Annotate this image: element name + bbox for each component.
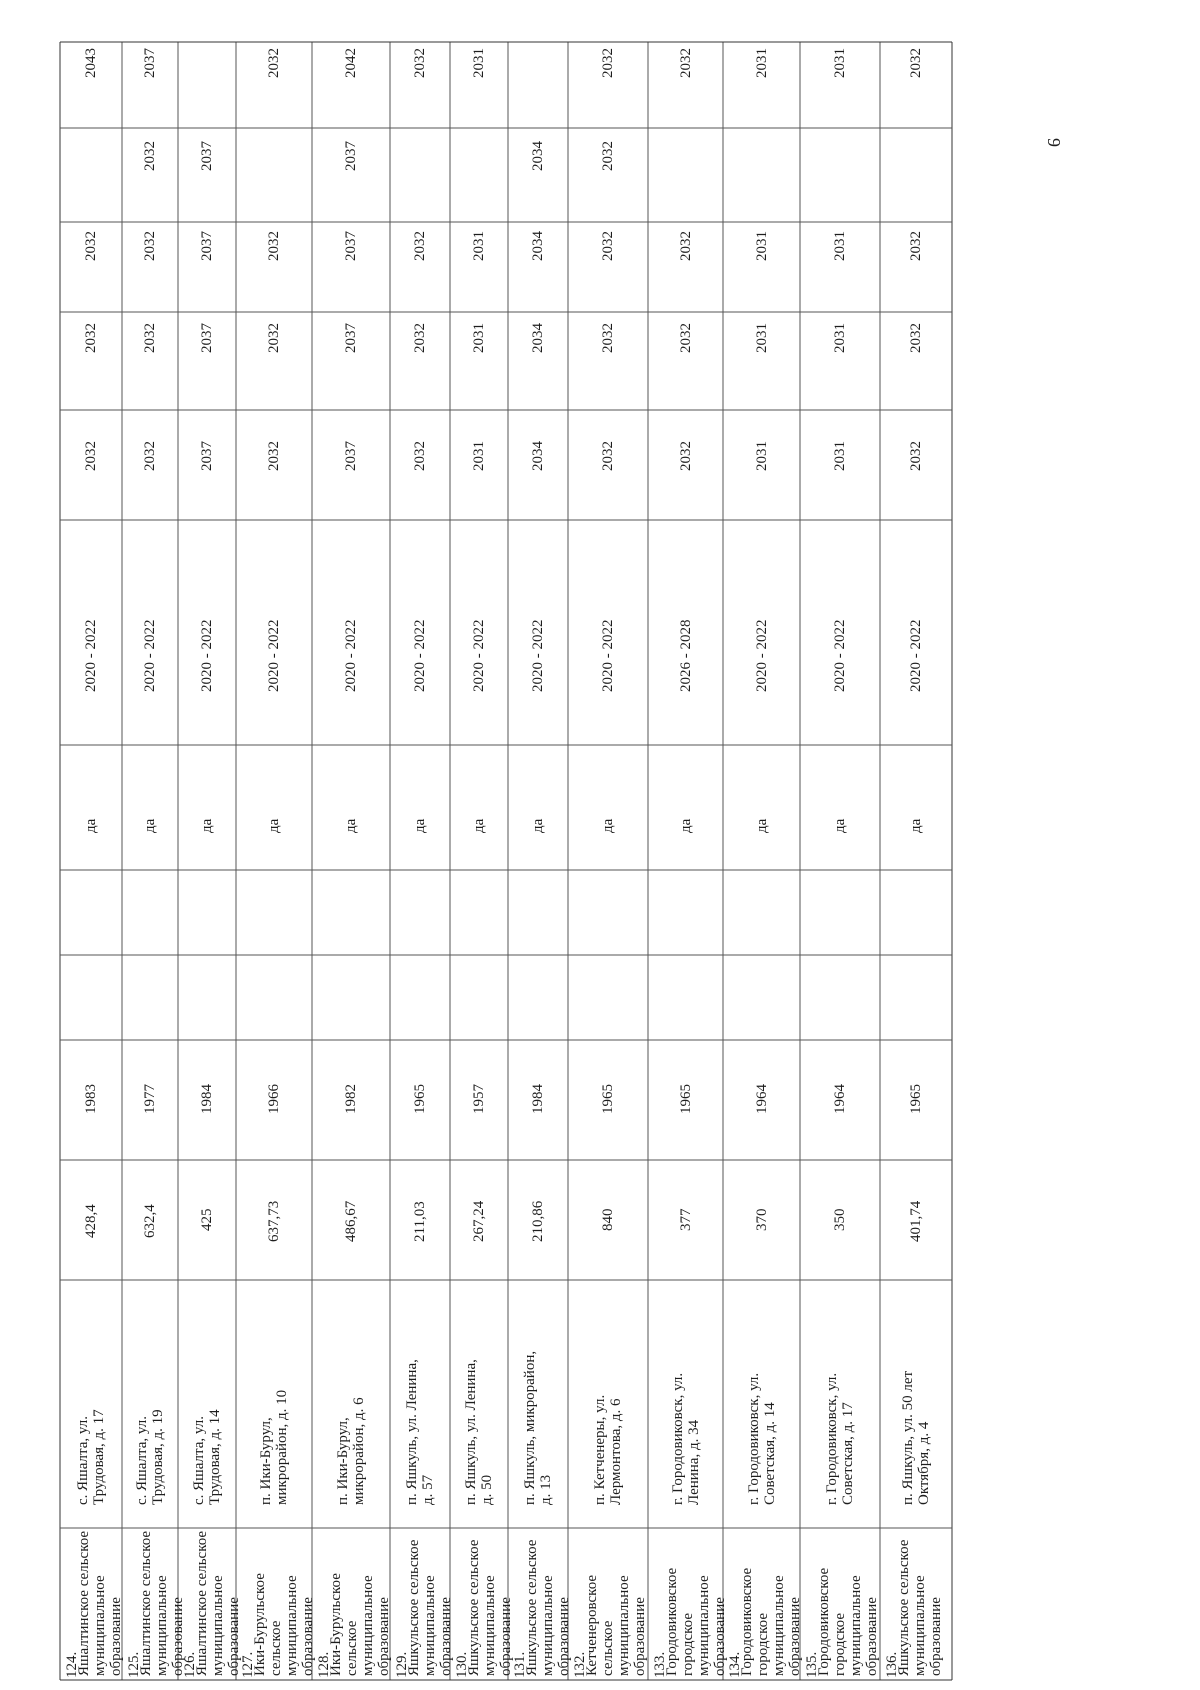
- cell-municipality-line: образование: [226, 1597, 242, 1676]
- cell-y5-line: 2032: [677, 48, 694, 79]
- cell-y3-line: 2032: [142, 231, 158, 262]
- row-number: 136.: [884, 1651, 900, 1678]
- cell-address-line: п. Ики-Бурул,: [335, 1417, 351, 1505]
- cell-y5-line: 2032: [600, 48, 616, 79]
- cell-y2-line: 2031: [753, 323, 770, 354]
- cell-flag-line: да: [412, 818, 428, 834]
- cell-municipality-line: муниципальное: [540, 1575, 556, 1676]
- cell-area-line: 840: [600, 1208, 616, 1231]
- cell-y5-line: 2042: [343, 48, 359, 79]
- cell-year-line: 1965: [600, 1084, 616, 1115]
- cell-y2-line: 2037: [199, 323, 215, 354]
- cell-y2-line: 2034: [530, 323, 546, 354]
- cell-address-line: д. 50: [479, 1474, 495, 1505]
- cell-flag-line: да: [677, 818, 694, 834]
- cell-y1-line: 2037: [343, 441, 359, 472]
- cell-municipality-line: Городовиковское: [739, 1567, 755, 1676]
- cell-municipality-line: образование: [438, 1597, 454, 1676]
- cell-year-line: 1977: [142, 1084, 158, 1115]
- cell-y5-line: 2037: [142, 48, 158, 79]
- cell-y2-line: 2032: [412, 323, 428, 354]
- cell-year-line: 1966: [266, 1084, 282, 1115]
- cell-y4-line: 2032: [600, 141, 616, 172]
- cell-area-line: 210,86: [530, 1200, 546, 1242]
- cell-y5-line: 2031: [832, 48, 848, 79]
- cell-y2-line: 2032: [677, 323, 694, 354]
- cell-flag-line: да: [83, 818, 99, 834]
- cell-y2-line: 2032: [83, 323, 99, 354]
- cell-y5-line: 2043: [83, 48, 99, 79]
- cell-year-line: 1983: [83, 1084, 99, 1115]
- cell-y4-line: 2032: [142, 141, 158, 172]
- cell-municipality-line: муниципальное: [360, 1575, 376, 1676]
- cell-y1-line: 2032: [266, 441, 282, 472]
- cell-period-line: 2020 - 2022: [908, 619, 924, 692]
- cell-y3-line: 2032: [677, 231, 694, 262]
- cell-address-line: Ленина, д. 34: [685, 1419, 702, 1505]
- cell-y2-line: 2037: [343, 323, 359, 354]
- cell-year-line: 1965: [677, 1084, 694, 1115]
- cell-y1-line: 2032: [908, 441, 924, 472]
- cell-address-line: с. Яшалта, ул.: [75, 1416, 91, 1505]
- cell-period-line: 2020 - 2022: [600, 619, 616, 692]
- cell-flag-line: да: [753, 818, 770, 834]
- cell-area-line: 428,4: [83, 1204, 99, 1238]
- cell-municipality-line: образование: [928, 1597, 944, 1676]
- cell-y3-line: 2034: [530, 231, 546, 262]
- cell-y4-line: 2037: [343, 141, 359, 172]
- cell-area-line: 370: [753, 1208, 770, 1231]
- cell-address-line: Советская, д. 17: [840, 1402, 856, 1505]
- cell-address-line: микрорайон, д. 10: [274, 1389, 290, 1505]
- cell-area-line: 401,74: [908, 1200, 924, 1242]
- cell-period-line: 2020 - 2022: [142, 619, 158, 692]
- row-number: 124.: [64, 1651, 80, 1678]
- cell-flag-line: да: [530, 818, 546, 834]
- row-number: 126.: [182, 1651, 198, 1678]
- cell-municipality-line: муниципальное: [154, 1575, 170, 1676]
- row-number: 134.: [727, 1651, 743, 1678]
- cell-period-line: 2020 - 2022: [266, 619, 282, 692]
- cell-municipality-line: муниципальное: [284, 1575, 300, 1676]
- cell-y5-line: 2031: [753, 48, 770, 79]
- cell-municipality-line: образование: [712, 1597, 728, 1676]
- cell-y3-line: 2032: [83, 231, 99, 262]
- cell-municipality-line: муниципальное: [482, 1575, 498, 1676]
- cell-municipality-line: Яшалтинское сельское: [194, 1530, 210, 1676]
- cell-y3-line: 2031: [832, 231, 848, 262]
- cell-y1-line: 2037: [199, 441, 215, 472]
- cell-flag-line: да: [266, 818, 282, 834]
- cell-flag-line: да: [142, 818, 158, 834]
- cell-municipality-line: сельское: [344, 1620, 360, 1676]
- row-number: 130.: [454, 1651, 470, 1678]
- cell-area-line: 632,4: [142, 1204, 158, 1238]
- page-number: 9: [1044, 138, 1064, 147]
- cell-municipality-line: образование: [787, 1597, 803, 1676]
- cell-year-line: 1964: [832, 1084, 848, 1115]
- cell-y1-line: 2032: [677, 441, 694, 472]
- row-number: 129.: [394, 1651, 410, 1678]
- cell-area-line: 211,03: [412, 1200, 428, 1242]
- cell-municipality-line: муниципальное: [696, 1575, 712, 1676]
- cell-year-line: 1957: [471, 1084, 487, 1115]
- cell-y3-line: 2031: [471, 231, 487, 262]
- row-number: 125.: [126, 1651, 142, 1678]
- cell-area-line: 486,67: [343, 1200, 359, 1242]
- cell-period-line: 2020 - 2022: [530, 619, 546, 692]
- cell-period-line: 2020 - 2022: [471, 619, 487, 692]
- cell-address-line: с. Яшалта, ул.: [134, 1416, 150, 1505]
- cell-y1-line: 2032: [83, 441, 99, 472]
- cell-municipality-line: образование: [300, 1597, 316, 1676]
- cell-municipality-line: образование: [498, 1597, 514, 1676]
- cell-municipality-line: муниципальное: [616, 1575, 632, 1676]
- cell-period-line: 2020 - 2022: [753, 619, 770, 692]
- cell-area-line: 637,73: [266, 1200, 282, 1242]
- row-number: 135.: [804, 1651, 820, 1678]
- row-number: 133.: [652, 1651, 668, 1678]
- cell-municipality-line: муниципальное: [422, 1575, 438, 1676]
- cell-flag-line: да: [343, 818, 359, 834]
- cell-municipality-line: городское: [832, 1612, 848, 1676]
- cell-y2-line: 2032: [142, 323, 158, 354]
- cell-year-line: 1984: [530, 1084, 546, 1115]
- cell-municipality-line: муниципальное: [210, 1575, 226, 1676]
- cell-address-line: п. Яшкуль, ул. Ленина,: [463, 1359, 479, 1505]
- cell-period-line: 2026 - 2028: [677, 619, 694, 692]
- cell-y1-line: 2031: [471, 441, 487, 472]
- cell-municipality-line: Ики-Бурульское: [328, 1573, 344, 1676]
- cell-municipality-line: образование: [108, 1597, 124, 1676]
- cell-address-line: с. Яшалта, ул.: [191, 1416, 207, 1505]
- cell-y2-line: 2031: [471, 323, 487, 354]
- cell-address-line: г. Городовиковск, ул.: [745, 1372, 762, 1505]
- cell-address-line: п. Яшкуль, ул. 50 лет: [900, 1370, 916, 1505]
- cell-year-line: 1984: [199, 1084, 215, 1115]
- cell-y3-line: 2032: [412, 231, 428, 262]
- cell-address-line: микрорайон, д. 6: [351, 1397, 367, 1505]
- cell-municipality-line: Кетченеровское: [584, 1574, 600, 1676]
- cell-municipality-line: сельское: [268, 1620, 284, 1676]
- cell-y3-line: 2031: [753, 231, 770, 262]
- cell-y3-line: 2032: [908, 231, 924, 262]
- cell-address-line: п. Яшкуль, ул. Ленина,: [404, 1359, 420, 1505]
- cell-address-line: Лермонтова, д. 6: [608, 1398, 624, 1505]
- cell-y3-line: 2032: [600, 231, 616, 262]
- cell-period-line: 2020 - 2022: [83, 619, 99, 692]
- cell-municipality-line: муниципальное: [771, 1575, 787, 1676]
- cell-area-line: 377: [677, 1208, 694, 1231]
- cell-address-line: Трудовая, д. 14: [207, 1409, 223, 1505]
- cell-y4-line: 2037: [199, 141, 215, 172]
- cell-y4-line: 2034: [530, 141, 546, 172]
- cell-municipality-line: Ики-Бурульское: [252, 1573, 268, 1676]
- cell-municipality-line: муниципальное: [912, 1575, 928, 1676]
- cell-address-line: Октября, д. 4: [916, 1421, 932, 1505]
- row-number: 127.: [240, 1651, 256, 1678]
- cell-municipality-line: городское: [755, 1612, 771, 1676]
- cell-period-line: 2020 - 2022: [199, 619, 215, 692]
- cell-y2-line: 2032: [266, 323, 282, 354]
- cell-municipality-line: Яшкульское сельское: [524, 1539, 540, 1676]
- cell-y1-line: 2032: [600, 441, 616, 472]
- cell-municipality-line: Городовиковское: [664, 1567, 680, 1676]
- cell-address-line: п. Кетченеры, ул.: [592, 1394, 608, 1505]
- cell-municipality-line: Яшкульское сельское: [896, 1539, 912, 1676]
- cell-year-line: 1965: [908, 1084, 924, 1115]
- cell-period-line: 2020 - 2022: [343, 619, 359, 692]
- cell-address-line: п. Ики-Бурул,: [258, 1417, 274, 1505]
- cell-flag-line: да: [199, 818, 215, 834]
- cell-y5-line: 2032: [908, 48, 924, 79]
- cell-flag-line: да: [832, 818, 848, 834]
- cell-address-line: г. Городовиковск, ул.: [669, 1372, 686, 1505]
- row-number: 131.: [512, 1651, 528, 1678]
- cell-y3-line: 2032: [266, 231, 282, 262]
- cell-municipality-line: Городовиковское: [816, 1567, 832, 1676]
- cell-y5-line: 2032: [266, 48, 282, 79]
- cell-area-line: 267,24: [471, 1200, 487, 1242]
- cell-y3-line: 2037: [343, 231, 359, 262]
- cell-flag-line: да: [600, 818, 616, 834]
- cell-municipality-line: образование: [556, 1597, 572, 1676]
- row-number: 128.: [316, 1651, 332, 1678]
- cell-municipality-line: Яшкульское сельское: [466, 1539, 482, 1676]
- cell-municipality-line: образование: [170, 1597, 186, 1676]
- cell-period-line: 2020 - 2022: [412, 619, 428, 692]
- cell-municipality-line: Яшкульское сельское: [406, 1539, 422, 1676]
- cell-municipality-line: муниципальное: [848, 1575, 864, 1676]
- cell-municipality-line: муниципальное: [92, 1575, 108, 1676]
- cell-municipality-line: образование: [864, 1597, 880, 1676]
- cell-address-line: Советская, д. 14: [761, 1402, 778, 1505]
- row-number: 132.: [572, 1651, 588, 1678]
- cell-period-line: 2020 - 2022: [832, 619, 848, 692]
- cell-y1-line: 2032: [142, 441, 158, 472]
- cell-flag-line: да: [908, 818, 924, 834]
- cell-year-line: 1965: [412, 1084, 428, 1115]
- cell-y1-line: 2034: [530, 441, 546, 472]
- cell-y2-line: 2031: [832, 323, 848, 354]
- cell-address-line: г. Городовиковск, ул.: [824, 1372, 840, 1505]
- cell-area-line: 425: [199, 1208, 215, 1231]
- cell-municipality-line: образование: [376, 1597, 392, 1676]
- cell-y5-line: 2031: [471, 48, 487, 79]
- cell-address-line: п. Яшкуль, микрорайон,: [522, 1350, 538, 1505]
- cell-area-line: 350: [832, 1208, 848, 1231]
- cell-y2-line: 2032: [600, 323, 616, 354]
- cell-municipality-line: сельское: [600, 1620, 616, 1676]
- cell-municipality-line: образование: [632, 1597, 648, 1676]
- cell-y5-line: 2032: [412, 48, 428, 79]
- cell-y2-line: 2032: [908, 323, 924, 354]
- cell-address-line: Трудовая, д. 17: [91, 1409, 107, 1505]
- cell-municipality-line: Яшалтинское сельское: [76, 1530, 92, 1676]
- cell-y1-line: 2031: [832, 441, 848, 472]
- cell-year-line: 1982: [343, 1084, 359, 1115]
- cell-y3-line: 2037: [199, 231, 215, 262]
- cell-address-line: Трудовая, д. 19: [150, 1409, 166, 1505]
- cell-year-line: 1964: [753, 1084, 770, 1115]
- cell-flag-line: да: [471, 818, 487, 834]
- cell-y1-line: 2031: [753, 441, 770, 472]
- cell-address-line: д. 13: [538, 1474, 554, 1505]
- cell-municipality-line: городское: [680, 1612, 696, 1676]
- cell-address-line: д. 57: [420, 1474, 436, 1505]
- cell-municipality-line: Яшалтинское сельское: [138, 1530, 154, 1676]
- cell-y1-line: 2032: [412, 441, 428, 472]
